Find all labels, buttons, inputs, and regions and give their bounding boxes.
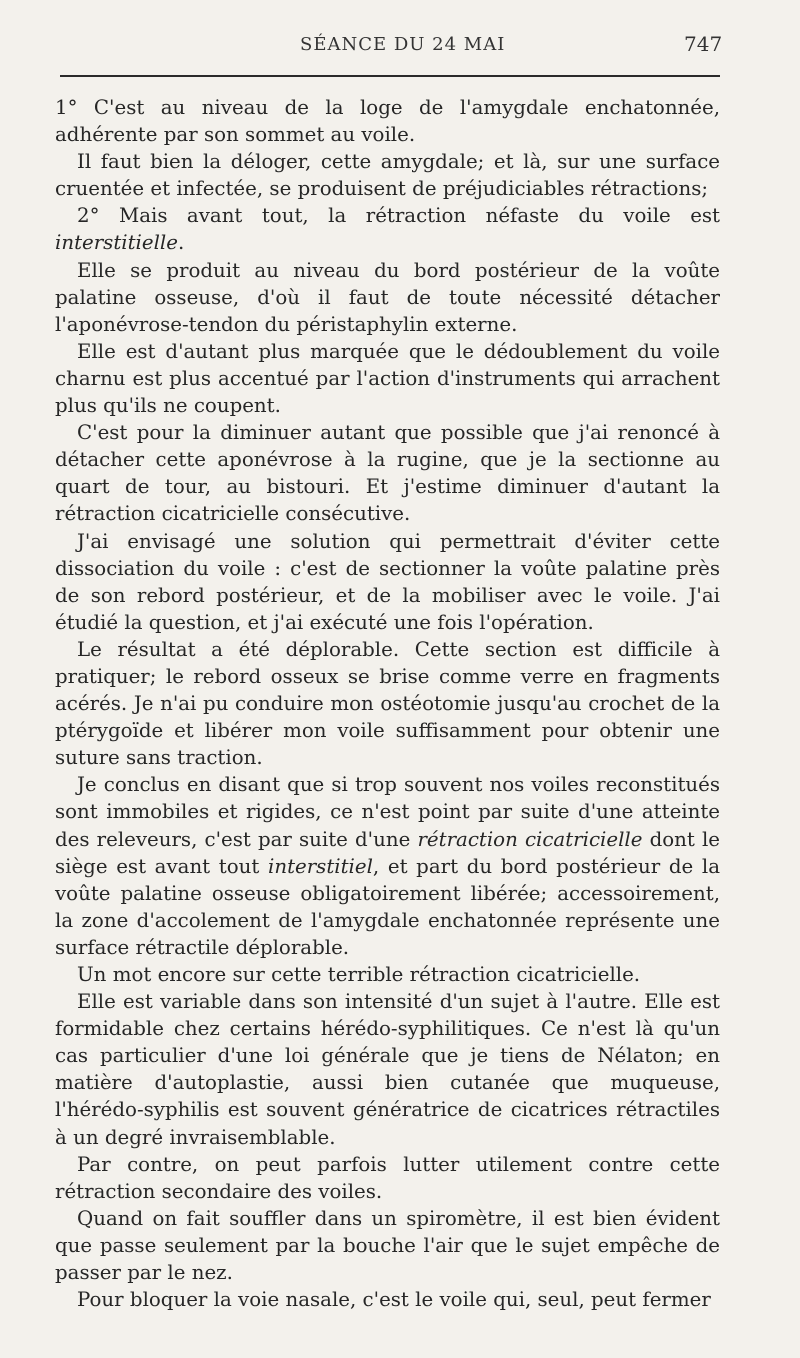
paragraph-13: Quand on fait souffler dans un spiromètre, il est bien évident que passe seulement par la bouche l'air que le sujet empêche de passer par le nez. — [55, 1206, 720, 1285]
paragraph-3: 2° Mais avant tout, la rétraction néfaste du voile est interstitielle. — [55, 204, 720, 255]
paragraph-11: Elle est variable dans son intensité d'un sujet à l'autre. Elle est formidable chez certains hérédo-syphilitiques. Ce n'est là qu'un cas particulier d'une loi générale que je tiens de Nélaton; en matière d'autoplastie, aussi bien cutanée que muqueuse, l'hérédo-syphilis est souvent génératrice de cicatrices rétractiles à un degré invraisemblable. — [55, 990, 720, 1149]
paragraph-6: C'est pour la diminuer autant que possible que j'ai renoncé à détacher cette aponévrose à la rugine, que je la sectionne au quart de tour, au bistouri. Et j'estime diminuer d'autant la rétraction cicatricielle consécutive. — [55, 421, 720, 526]
body-text — [55, 94, 720, 1313]
paragraph-10: Un mot encore sur cette terrible rétraction cicatricielle. — [77, 963, 641, 986]
paragraph-5: Elle est d'autant plus marquée que le dédoublement du voile charnu est plus accentué par l'action d'instruments qui arrachent plus qu'ils ne coupent. — [55, 339, 720, 418]
paragraph-14: Pour bloquer la voie nasale, c'est le voile qui, seul, peut fermer — [77, 1288, 711, 1312]
paragraph-12: Par contre, on peut parfois lutter utilement contre cette rétraction secondaire des voiles. — [55, 1152, 720, 1203]
paragraph-7: J'ai envisagé une solution qui permettrait d'éviter cette dissociation du voile : c'est de sectionner la voûte palatine près de son rebord postérieur, et de la mobiliser avec le voile. J'ai étudié la question, et j'ai exécuté une fois l'opération. — [55, 529, 720, 634]
paragraph-9: Je conclus en disant que si trop souvent nos voiles reconstitués sont immobiles et rigides, ce n'est point par suite d'une atteinte des releveurs, c'est par suite d'une rétraction cicatricielle dont le siège est avant tout interstitiel, et part du bord postérieur de la voûte palatine osseuse obligatoirement libérée; accessoirement, la zone d'accolement de l'amygdale enchatonnée représente une surface rétractile déplorable. — [55, 773, 721, 959]
running-header: SÉANCE DU 24 MAI — [300, 34, 506, 55]
paragraph-4: Elle se produit au niveau du bord postérieur de la voûte palatine osseuse, d'où il faut de toute nécessité détacher l'aponévrose-tendon du péristaphylin externe. — [55, 258, 720, 336]
paragraph-8: Le résultat a été déplorable. Cette section est difficile à pratiquer; le rebord osseux se brise comme verre en fragments acérés. Je n'ai pu conduire mon ostéotomie jusqu'au crochet de la ptérygoïde et libérer mon voile suffisamment pour obtenir une suture sans traction. — [55, 637, 720, 770]
page-number: 747 — [684, 32, 723, 56]
paragraph-2: Il faut bien la déloger, cette amygdale; et là, sur une surface cruentée et infectée, se produisent de préjudiciables rétractions; — [55, 150, 720, 201]
header-rule — [60, 75, 720, 77]
paragraph-1: 1° C'est au niveau de la loge de l'amygdale enchatonnée, adhérente par son sommet au voile. — [55, 96, 720, 147]
